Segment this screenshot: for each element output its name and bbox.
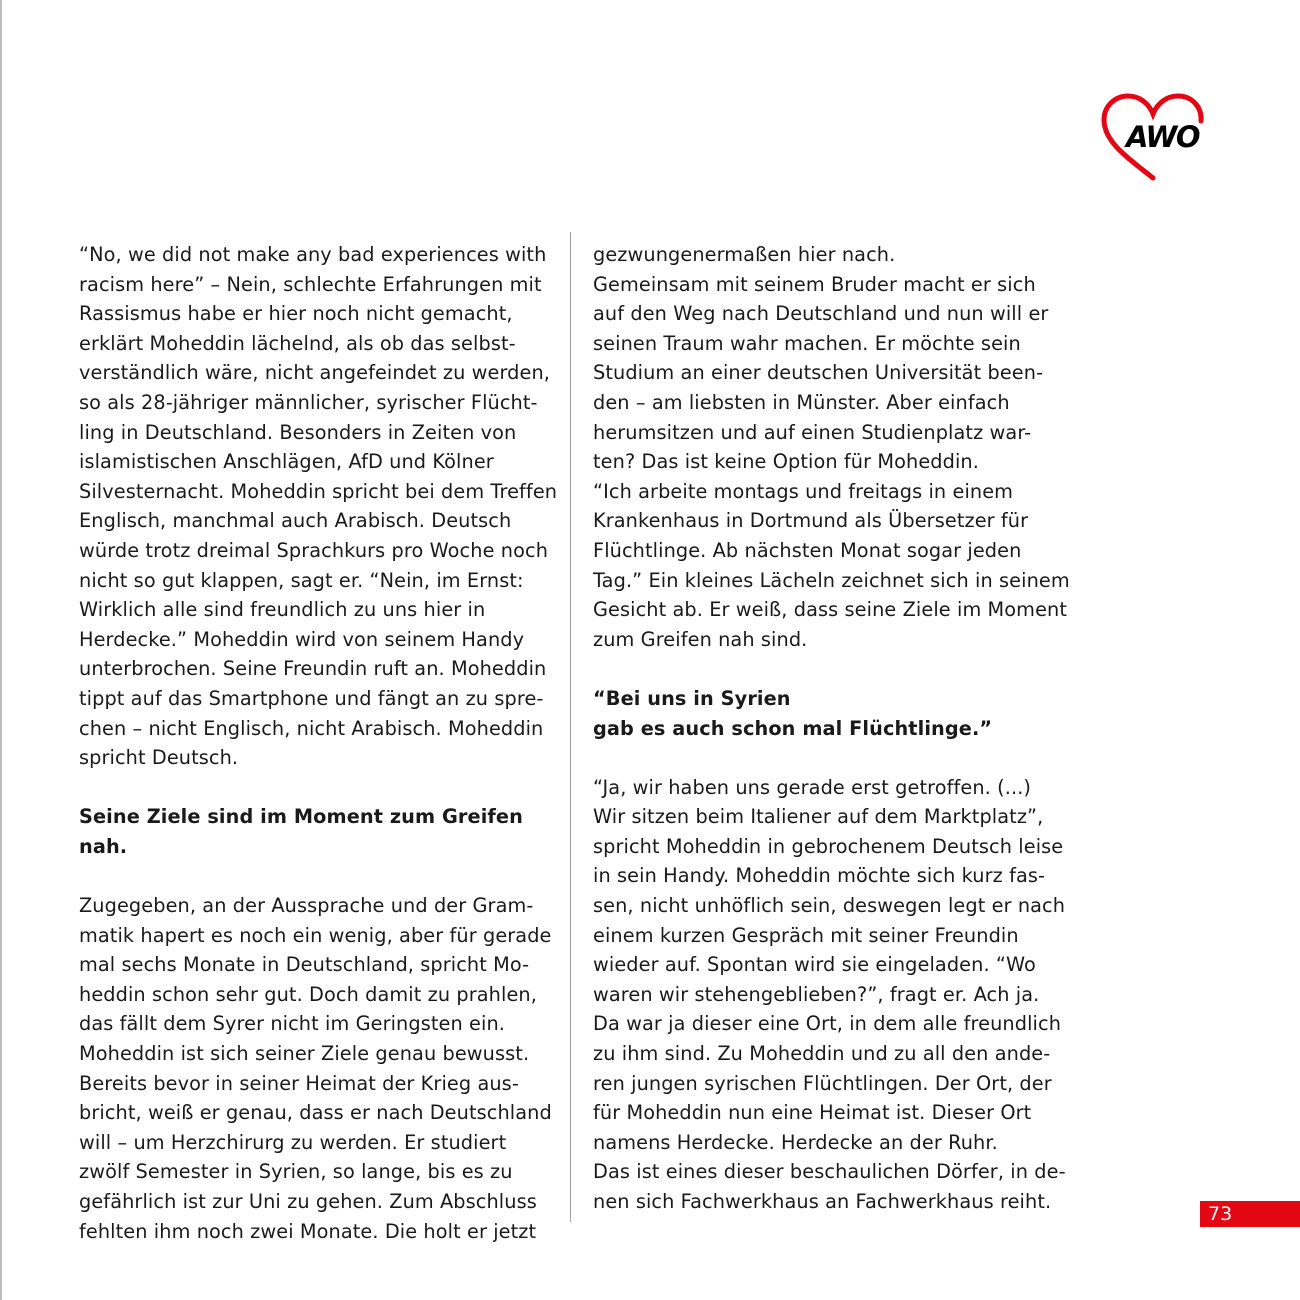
text-line: ling in Deutschland. Besonders in Zeiten von (79, 420, 517, 444)
heading-line: gab es auch schon mal Flüchtlinge.” (593, 716, 993, 740)
text-line: nicht so gut klappen, sagt er. “Nein, im Ernst: (79, 568, 524, 592)
text-line: sen, nicht unhöflich sein, deswegen legt er nach (593, 894, 1066, 918)
text-line: auf den Weg nach Deutschland und nun will er (593, 302, 1049, 326)
text-line: “Ich arbeite montags und freitags in einem (593, 479, 1014, 503)
text-line: Bereits bevor in seiner Heimat der Krieg aus- (79, 1071, 519, 1095)
left-column (79, 240, 557, 1246)
text-line: wieder auf. Spontan wird sie eingeladen. “Wo (593, 953, 1036, 977)
text-line: verständlich wäre, nicht angefeindet zu werden, (79, 361, 551, 385)
heading-line: “Bei uns in Syrien (593, 686, 791, 710)
text-line: Zugegeben, an der Aussprache und der Gram- (79, 894, 534, 918)
text-line: Krankenhaus in Dortmund als Übersetzer für (593, 509, 1029, 533)
column-divider (570, 232, 571, 1222)
text-line: Englisch, manchmal auch Arabisch. Deutsch (79, 509, 512, 533)
text-line: ren jungen syrischen Flüchtlingen. Der Ort, der (593, 1071, 1052, 1095)
text-line: herumsitzen und auf einen Studienplatz war- (593, 420, 1032, 444)
page-number: 73 (1200, 1201, 1300, 1227)
left-paragraph-2 (79, 891, 557, 1246)
text-line: fehlten ihm noch zwei Monate. Die holt er jetzt (79, 1219, 537, 1243)
text-line: mal sechs Monate in Deutschland, spricht Mo- (79, 953, 530, 977)
text-line: Silvesternacht. Moheddin spricht bei dem Treffen (79, 479, 558, 503)
text-line: unterbrochen. Seine Freundin ruft an. Moheddin (79, 657, 547, 681)
text-line: Flüchtlinge. Ab nächsten Monat sogar jeden (593, 538, 1022, 562)
text-line: ten? Das ist keine Option für Moheddin. (593, 450, 979, 474)
text-line: erklärt Moheddin lächelnd, als ob das selbst- (79, 331, 516, 355)
text-line: das fällt dem Syrer nicht im Geringsten ein. (79, 1012, 506, 1036)
text-line: will – um Herzchirurg zu werden. Er studiert (79, 1130, 507, 1154)
text-line: Rassismus habe er hier noch nicht gemacht, (79, 302, 513, 326)
text-line: heddin schon sehr gut. Doch damit zu prahlen, (79, 982, 537, 1006)
page-edge-line (0, 0, 2, 1300)
text-line: für Moheddin nun eine Heimat ist. Dieser Ort (593, 1101, 1032, 1125)
text-line: in sein Handy. Moheddin möchte sich kurz fas- (593, 864, 1046, 888)
text-line: chen – nicht Englisch, nicht Arabisch. Moheddin (79, 716, 544, 740)
text-line: nen sich Fachwerkhaus an Fachwerkhaus reiht. (593, 1190, 1052, 1213)
logo-text: AWO (1126, 120, 1199, 154)
text-line: Wir sitzen beim Italiener auf dem Marktplatz”, (593, 805, 1044, 829)
text-line: spricht Moheddin in gebrochenem Deutsch leise (593, 834, 1064, 858)
text-line: würde trotz dreimal Sprachkurs pro Woche noch (79, 538, 549, 562)
section-heading (593, 684, 1075, 743)
text-line: matik hapert es noch ein wenig, aber für gerade (79, 923, 552, 947)
text-line: Gesicht ab. Er weiß, dass seine Ziele im Moment (593, 598, 1068, 622)
text-line: Herdecke.” Moheddin wird von seinem Handy (79, 627, 525, 651)
text-line: so als 28-jähriger männlicher, syrischer Flücht- (79, 390, 538, 414)
text-line: “No, we did not make any bad experiences with (79, 243, 547, 266)
text-line: Das ist eines dieser beschaulichen Dörfer, in de- (593, 1160, 1066, 1184)
text-line: racism here” – Nein, schlechte Erfahrungen mit (79, 272, 542, 296)
text-line: “Ja, wir haben uns gerade erst getroffen. (...) (593, 775, 1032, 799)
text-line: seinen Traum wahr machen. Er möchte sein (593, 331, 1021, 355)
text-line: einem kurzen Gespräch mit seiner Freundin (593, 923, 1019, 947)
text-line: spricht Deutsch. (79, 746, 239, 770)
text-line: Tag.” Ein kleines Lächeln zeichnet sich in seinem (593, 568, 1070, 592)
right-paragraph-1 (593, 240, 1075, 654)
text-line: zwölf Semester in Syrien, so lange, bis es zu (79, 1160, 513, 1184)
text-line: Da war ja dieser eine Ort, in dem alle freundlich (593, 1012, 1062, 1036)
text-line: bricht, weiß er genau, dass er nach Deutschland (79, 1101, 552, 1125)
text-line: gefährlich ist zur Uni zu gehen. Zum Abschluss (79, 1190, 537, 1213)
awo-logo (1098, 92, 1208, 184)
text-line: Moheddin ist sich seiner Ziele genau bewusst. (79, 1042, 530, 1066)
text-line: Gemeinsam mit seinem Bruder macht er sich (593, 272, 1036, 296)
right-paragraph-2 (593, 773, 1075, 1217)
text-line: Wirklich alle sind freundlich zu uns hier in (79, 598, 486, 622)
text-line: den – am liebsten in Münster. Aber einfach (593, 390, 1010, 414)
text-line: zum Greifen nah sind. (593, 627, 808, 651)
text-line: gezwungenermaßen hier nach. (593, 243, 896, 266)
text-line: Studium an einer deutschen Universität been- (593, 361, 1044, 385)
text-line: zu ihm sind. Zu Moheddin und zu all den ande- (593, 1042, 1051, 1066)
text-line: tippt auf das Smartphone und fängt an zu spre- (79, 686, 544, 710)
text-line: islamistischen Anschlägen, AfD und Kölner (79, 450, 494, 474)
text-line: waren wir stehengeblieben?”, fragt er. Ach ja. (593, 982, 1040, 1006)
text-line: namens Herdecke. Herdecke an der Ruhr. (593, 1130, 998, 1154)
right-column (593, 240, 1075, 1217)
section-heading: Seine Ziele sind im Moment zum Greifen nah. (79, 805, 523, 858)
left-paragraph-1 (79, 240, 557, 773)
